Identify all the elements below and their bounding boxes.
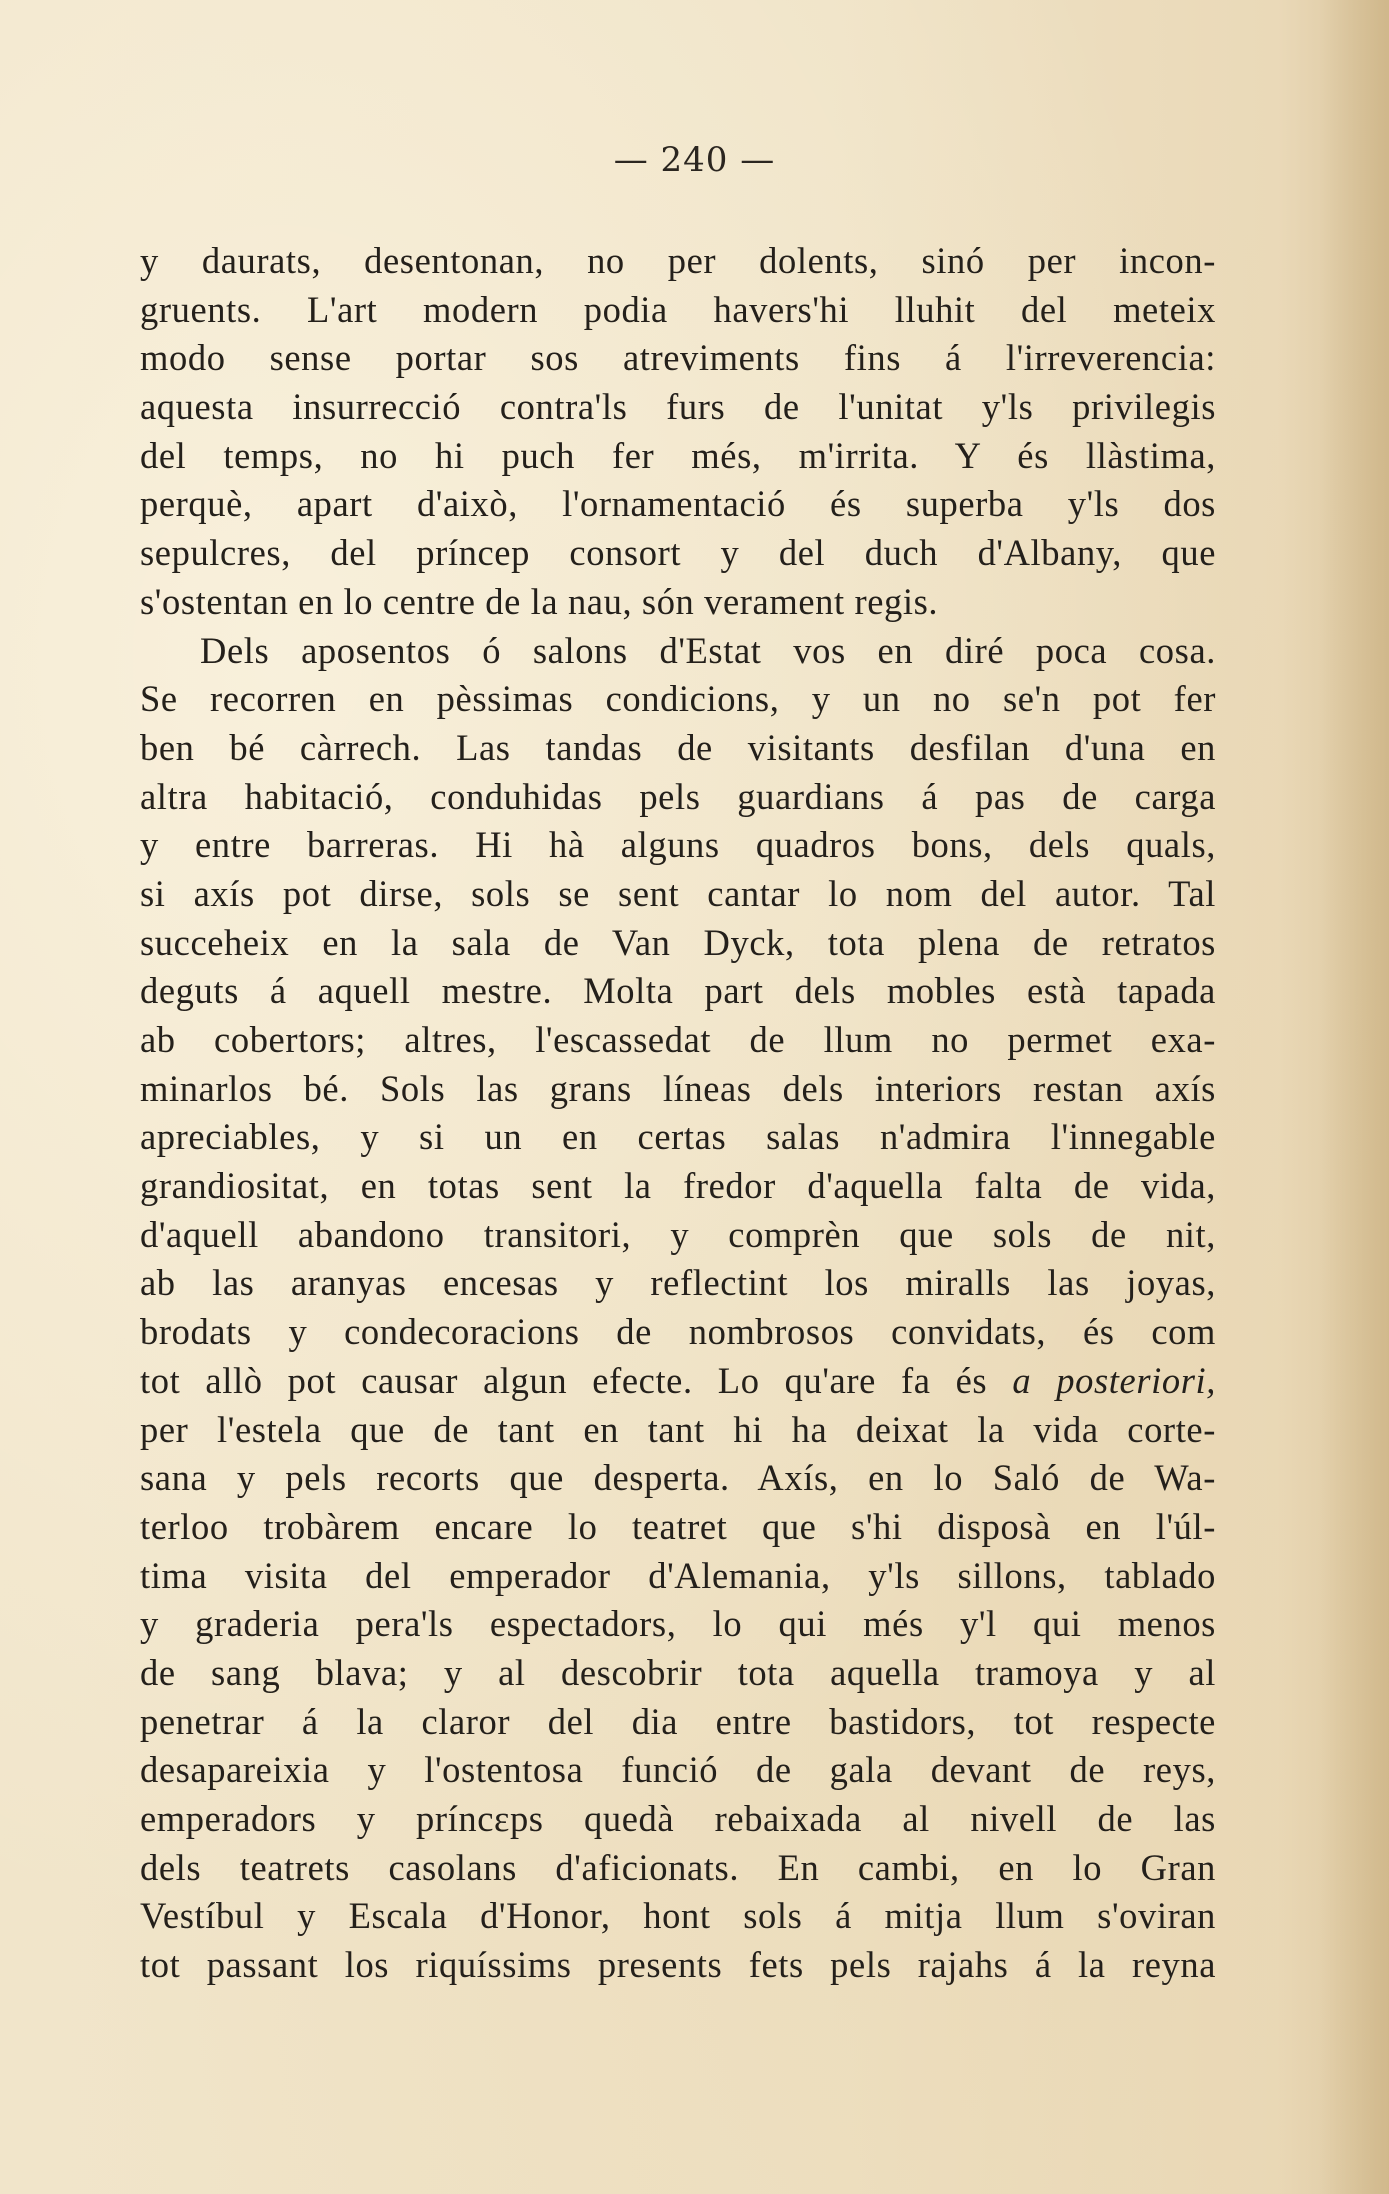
text-line: tot allò pot causar algun efecte. Lo qu'are fa és a posteriori, <box>140 1359 1216 1401</box>
text-line: ben bé càrrech. Las tandas de visitants desfilan d'una en <box>140 726 1216 768</box>
text-line: tot passant los riquíssims presents fets pels rajahs á la reyna <box>140 1944 1216 1986</box>
text-line: ab cobertors; altres, l'escassedat de llum no permet exa- <box>140 1019 1216 1060</box>
text-line: emperadors y príncεps quedà rebaixada al nivell de las <box>140 1798 1216 1839</box>
text-line: brodats y condecoracions de nombrosos convidats, és com <box>140 1311 1216 1353</box>
text-line: Se recorren en pèssimas condicions, y un no se'n pot fer <box>140 678 1216 720</box>
text-line: apreciables, y si un en certas salas n'admira l'innegable <box>140 1116 1216 1158</box>
italic-phrase: a posteriori, <box>1012 1359 1216 1401</box>
text-line: penetrar á la claror del dia entre bastidors, tot respecte <box>140 1700 1216 1742</box>
text-line: minarlos bé. Sols las grans líneas dels interiors restan axís <box>140 1067 1216 1109</box>
text-line: y entre barreras. Hi hà alguns quadros bons, dels quals, <box>140 824 1216 866</box>
text-line: modo sense portar sos atreviments fins á l'irreverencia: <box>140 337 1216 379</box>
text-line: d'aquell abandono transitori, y comprèn que sols de nit, <box>140 1213 1216 1255</box>
text-line: y graderia pera'ls espectadors, lo qui més y'l qui menos <box>140 1603 1216 1645</box>
text-line: perquè, apart d'això, l'ornamentació és superba y'ls dos <box>140 483 1216 525</box>
text-line: Dels aposentos ó salons d'Estat vos en diré poca cosa. <box>200 629 1216 671</box>
text-line: aquesta insurrecció contra'ls furs de l'unitat y'ls privilegis <box>140 386 1216 428</box>
text-line: altra habitació, conduhidas pels guardians á pas de carga <box>140 775 1216 817</box>
text-line: dels teatrets casolans d'aficionats. En cambi, en lo Gran <box>140 1846 1216 1888</box>
text-line: grandiositat, en totas sent la fredor d'aquella falta de vida, <box>140 1165 1216 1207</box>
text-line: si axís pot dirse, sols se sent cantar lo nom del autor. Tal <box>140 872 1216 914</box>
text-line: sana y pels recorts que desperta. Axís, en lo Saló de Wa- <box>140 1457 1216 1499</box>
text-line: desapareixia y l'ostentosa funció de gala devant de reys, <box>140 1749 1216 1791</box>
text-line: de sang blava; y al descobrir tota aquella tramoya y al <box>140 1651 1216 1693</box>
text-line: Vestíbul y Escala d'Honor, hont sols á mitja llum s'oviran <box>140 1895 1216 1937</box>
text-line: sepulcres, del príncep consort y del duch d'Albany, que <box>140 532 1216 574</box>
text-line: s'ostentan en lo centre de la nau, són verament regis. <box>140 580 939 622</box>
page-number: — 240 — <box>613 140 776 180</box>
text-line: y daurats, desentonan, no per dolents, sinó per incon- <box>140 240 1216 281</box>
body-text <box>140 237 1216 1990</box>
text-line: ab las aranyas encesas y reflectint los miralls las joyas, <box>140 1262 1216 1304</box>
text-line: succeheix en la sala de Van Dyck, tota plena de retratos <box>140 921 1216 963</box>
text-line: gruents. L'art modern podia havers'hi lluhit del meteix <box>140 288 1216 330</box>
text-line: per l'estela que de tant en tant hi ha deixat la vida corte- <box>140 1408 1216 1450</box>
text-line: tima visita del emperador d'Alemania, y'ls sillons, tablado <box>140 1554 1216 1596</box>
text-line: terloo trobàrem encare lo teatret que s'hi disposà en l'úl- <box>140 1505 1216 1547</box>
text-line: del temps, no hi puch fer més, m'irrita. Y és llàstima, <box>140 434 1216 476</box>
page-edge-shadow <box>1319 0 1389 2194</box>
text-line: deguts á aquell mestre. Molta part dels mobles està tapada <box>140 970 1216 1012</box>
